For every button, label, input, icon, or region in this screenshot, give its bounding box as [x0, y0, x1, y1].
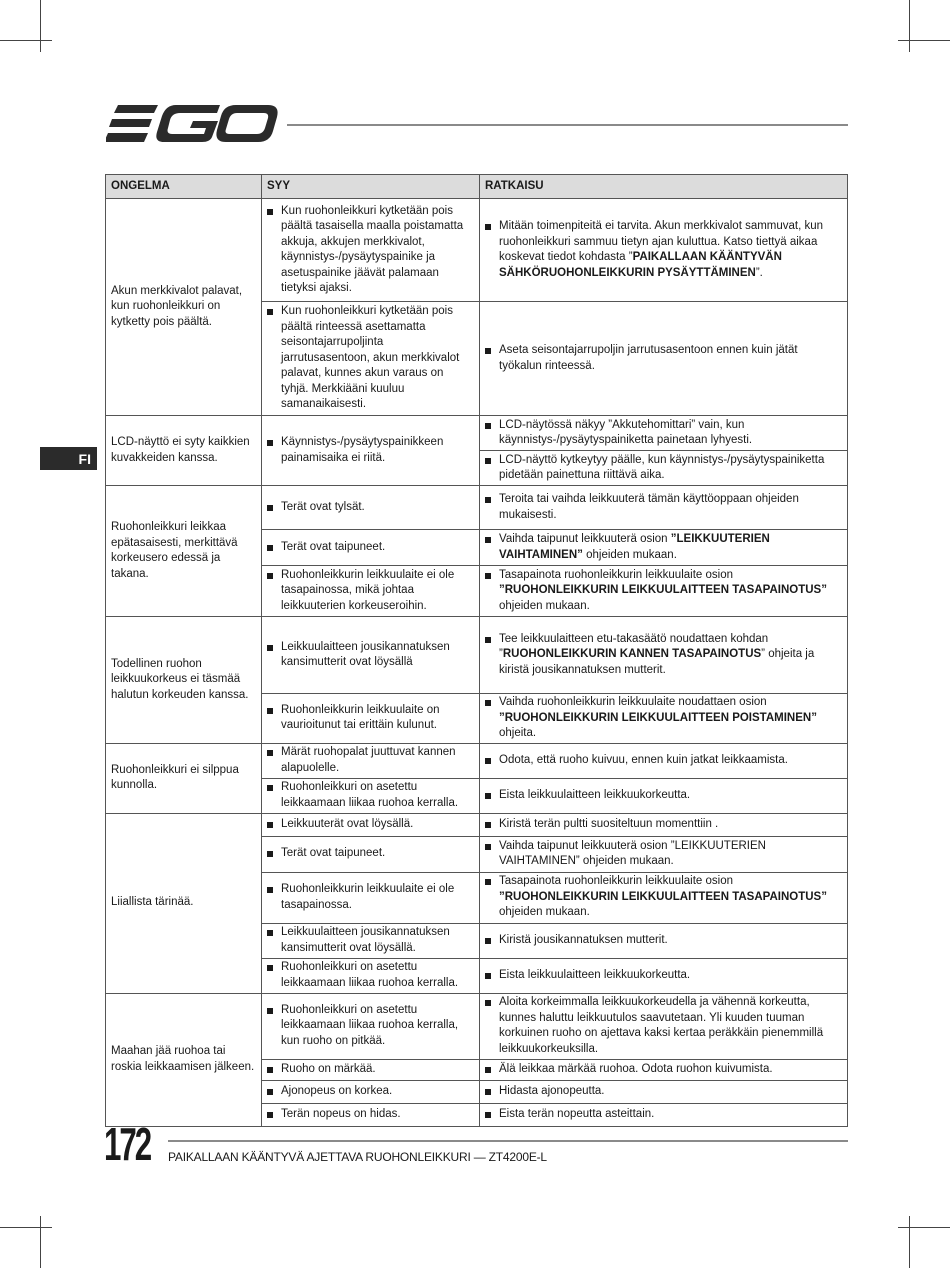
- solution-cell: Mitään toimenpiteitä ei tarvita. Akun merkkivalot sammuvat, kun ruohonleikkuri sammuu tietyn ajan kuluttua. Katso tiettyä aikaa koskevat tiedot kohdasta ”PAIKALLAAN KÄÄNTYVÄN SÄHKÖRUOHONLEIKKURIN PYSÄYTTÄMINEN”.: [480, 199, 848, 302]
- bullet-icon: [267, 887, 273, 893]
- bullet-icon: [485, 879, 491, 885]
- bullet-icon: [485, 497, 491, 503]
- cause-cell: Käynnistys-/pysäytyspainikkeen painamisaika ei riitä.: [262, 416, 480, 486]
- bullet-icon: [485, 822, 491, 828]
- bullet-icon: [485, 458, 491, 464]
- solution-cell: Hidasta ajonopeutta.: [480, 1080, 848, 1103]
- cause-cell: Ruohonleikkuri on asetettu leikkaamaan liikaa ruohoa kerralla, kun ruoho on pitkää.: [262, 993, 480, 1059]
- crop-mark: [0, 40, 52, 41]
- solution-cell: Vaihda taipunut leikkuuterä osion ”LEIKKUUTERIEN VAIHTAMINEN” ohjeiden mukaan.: [480, 530, 848, 566]
- bullet-icon: [485, 348, 491, 354]
- bullet-icon: [267, 930, 273, 936]
- table-row: [106, 993, 848, 1059]
- solution-cell: Tee leikkuulaitteen etu-takasäätö noudattaen kohdan ”RUOHONLEIKKURIN KANNEN TASAPAINOTUS” ohjeita ja kiristä jousikannatuksen mutterit.: [480, 617, 848, 694]
- crop-mark: [898, 1227, 950, 1228]
- cause-cell: Terän nopeus on hidas.: [262, 1103, 480, 1126]
- bullet-icon: [267, 708, 273, 714]
- bullet-icon: [267, 851, 273, 857]
- crop-mark: [40, 0, 41, 52]
- bullet-icon: [267, 1067, 273, 1073]
- bullet-icon: [267, 822, 273, 828]
- cause-cell: Ruohonleikkurin leikkuulaite on vaurioitunut tai erittäin kulunut.: [262, 694, 480, 744]
- problem-cell: Liiallista tärinää.: [106, 813, 262, 993]
- problem-cell: Ruohonleikkuri leikkaa epätasaisesti, merkittävä korkeusero edessä ja takana.: [106, 486, 262, 617]
- bullet-icon: [267, 209, 273, 215]
- solution-cell: Teroita tai vaihda leikkuuterä tämän käyttöoppaan ohjeiden mukaisesti.: [480, 486, 848, 530]
- table-row: [106, 199, 848, 302]
- bullet-icon: [267, 1008, 273, 1014]
- crop-mark: [898, 40, 950, 41]
- table-row: [106, 416, 848, 451]
- bullet-icon: [485, 758, 491, 764]
- bullet-icon: [267, 965, 273, 971]
- solution-cell: Tasapainota ruohonleikkurin leikkuulaite osion ”RUOHONLEIKKURIN LEIKKUULAITTEEN TASAPAINOTUS” ohjeiden mukaan.: [480, 872, 848, 923]
- solution-cell: Vaihda ruohonleikkurin leikkuulaite noudattaen osion ”RUOHONLEIKKURIN LEIKKUULAITTEEN POISTAMINEN” ohjeita.: [480, 694, 848, 744]
- bullet-icon: [485, 793, 491, 799]
- solution-cell: LCD-näytössä näkyy ”Akkutehomittari” vain, kun käynnistys-/pysäytyspainiketta painetaan lyhyesti.: [480, 416, 848, 451]
- problem-cell: Akun merkkivalot palavat, kun ruohonleikkuri on kytketty pois päältä.: [106, 199, 262, 416]
- bullet-icon: [485, 423, 491, 429]
- problem-cell: Maahan jää ruohoa tai roskia leikkaamisen jälkeen.: [106, 993, 262, 1126]
- ego-logo: [106, 104, 278, 144]
- bullet-icon: [485, 637, 491, 643]
- cause-cell: Leikkuulaitteen jousikannatuksen kansimutterit ovat löysällä: [262, 617, 480, 694]
- bullet-icon: [267, 750, 273, 756]
- problem-cell: Todellinen ruohon leikkuukorkeus ei täsmää halutun korkeuden kanssa.: [106, 617, 262, 744]
- bullet-icon: [485, 573, 491, 579]
- page-number: 172: [104, 1118, 151, 1170]
- bullet-icon: [485, 1067, 491, 1073]
- bullet-icon: [267, 309, 273, 315]
- cause-cell: Ruohonleikkurin leikkuulaite ei ole tasapainossa, mikä johtaa leikkuuterien korkeuseroihin.: [262, 566, 480, 617]
- solution-cell: Älä leikkaa märkää ruohoa. Odota ruohon kuivumista.: [480, 1059, 848, 1080]
- table-header-row: [106, 175, 848, 199]
- language-label: FI: [78, 450, 91, 467]
- bullet-icon: [485, 1112, 491, 1118]
- bullet-icon: [485, 1000, 491, 1006]
- solution-cell: Aloita korkeimmalla leikkuukorkeudella ja vähennä korkeutta, kunnes haluttu leikkuutulos saavutetaan. Yli kuuden tuuman korkuinen ruoho on ajettava kaksi kertaa peräkkäin pienemmillä leikkuukorkeuksilla.: [480, 993, 848, 1059]
- language-tab: [40, 447, 97, 470]
- cause-cell: Ajonopeus on korkea.: [262, 1080, 480, 1103]
- solution-cell: Tasapainota ruohonleikkurin leikkuulaite osion ”RUOHONLEIKKURIN LEIKKUULAITTEEN TASAPAINOTUS” ohjeiden mukaan.: [480, 566, 848, 617]
- crop-mark: [909, 0, 910, 52]
- bullet-icon: [267, 545, 273, 551]
- cause-cell: Ruohonleikkuri on asetettu leikkaamaan liikaa ruohoa kerralla.: [262, 778, 480, 813]
- bullet-icon: [267, 1112, 273, 1118]
- solution-cell: Aseta seisontajarrupoljin jarrutusasentoon ennen kuin jätät työkalun rinteessä.: [480, 302, 848, 416]
- bullet-icon: [485, 973, 491, 979]
- solution-cell: LCD-näyttö kytkeytyy päälle, kun käynnistys-/pysäytyspainiketta pidetään painettuna riittävä aika.: [480, 451, 848, 486]
- bullet-icon: [485, 224, 491, 230]
- table-row: [106, 813, 848, 836]
- cause-cell: Kun ruohonleikkuri kytketään pois päältä tasaisella maalla poistamatta akkuja, akkujen merkkivalot, käynnistys-/pysäytyspainike ja asetuspainike jäävät palamaan tietyksi ajaksi.: [262, 199, 480, 302]
- solution-cell: Vaihda taipunut leikkuuterä osion ”LEIKKUUTERIEN VAIHTAMINEN” ohjeiden mukaan.: [480, 836, 848, 872]
- bullet-icon: [267, 1089, 273, 1095]
- crop-mark: [909, 1216, 910, 1268]
- footer-rule: [168, 1140, 848, 1142]
- column-header-solution: RATKAISU: [480, 175, 848, 199]
- column-header-problem: ONGELMA: [106, 175, 262, 199]
- bullet-icon: [267, 785, 273, 791]
- bullet-icon: [485, 938, 491, 944]
- bullet-icon: [267, 645, 273, 651]
- solution-cell: Eista leikkuulaitteen leikkuukorkeutta.: [480, 958, 848, 993]
- bullet-icon: [485, 537, 491, 543]
- solution-cell: Kiristä jousikannatuksen mutterit.: [480, 923, 848, 958]
- bullet-icon: [267, 440, 273, 446]
- cause-cell: Kun ruohonleikkuri kytketään pois päältä rinteessä asettamatta seisontajarrupoljinta jarrutusasentoon, akun merkkivalot palavat, kunnes akun varaus on tyhjä. Merkkiääni kuuluu samanaikaisesti.: [262, 302, 480, 416]
- problem-cell: LCD-näyttö ei syty kaikkien kuvakkeiden kanssa.: [106, 416, 262, 486]
- solution-cell: Eista leikkuulaitteen leikkuukorkeutta.: [480, 778, 848, 813]
- cause-cell: Ruohonleikkuri on asetettu leikkaamaan liikaa ruohoa kerralla.: [262, 958, 480, 993]
- bullet-icon: [485, 1089, 491, 1095]
- cause-cell: Märät ruohopalat juuttuvat kannen alapuolelle.: [262, 743, 480, 778]
- column-header-cause: SYY: [262, 175, 480, 199]
- bullet-icon: [485, 700, 491, 706]
- solution-cell: Eista terän nopeutta asteittain.: [480, 1103, 848, 1126]
- crop-mark: [40, 1216, 41, 1268]
- crop-mark: [0, 1227, 52, 1228]
- table-row: [106, 486, 848, 530]
- cause-cell: Leikkuuterät ovat löysällä.: [262, 813, 480, 836]
- bullet-icon: [485, 844, 491, 850]
- cause-cell: Terät ovat taipuneet.: [262, 530, 480, 566]
- header-rule: [287, 124, 848, 126]
- solution-cell: Odota, että ruoho kuivuu, ennen kuin jatkat leikkaamista.: [480, 743, 848, 778]
- bullet-icon: [267, 505, 273, 511]
- cause-cell: Ruoho on märkää.: [262, 1059, 480, 1080]
- solution-cell: Kiristä terän pultti suositeltuun momenttiin .: [480, 813, 848, 836]
- troubleshooting-table: [105, 174, 848, 1127]
- table-row: [106, 617, 848, 694]
- footer-title: PAIKALLAAN KÄÄNTYVÄ AJETTAVA RUOHONLEIKKURI — ZT4200E-L: [168, 1150, 547, 1164]
- cause-cell: Terät ovat tylsät.: [262, 486, 480, 530]
- problem-cell: Ruohonleikkuri ei silppua kunnolla.: [106, 743, 262, 813]
- bullet-icon: [267, 573, 273, 579]
- table-row: [106, 743, 848, 778]
- cause-cell: Terät ovat taipuneet.: [262, 836, 480, 872]
- cause-cell: Ruohonleikkurin leikkuulaite ei ole tasapainossa.: [262, 872, 480, 923]
- cause-cell: Leikkuulaitteen jousikannatuksen kansimutterit ovat löysällä.: [262, 923, 480, 958]
